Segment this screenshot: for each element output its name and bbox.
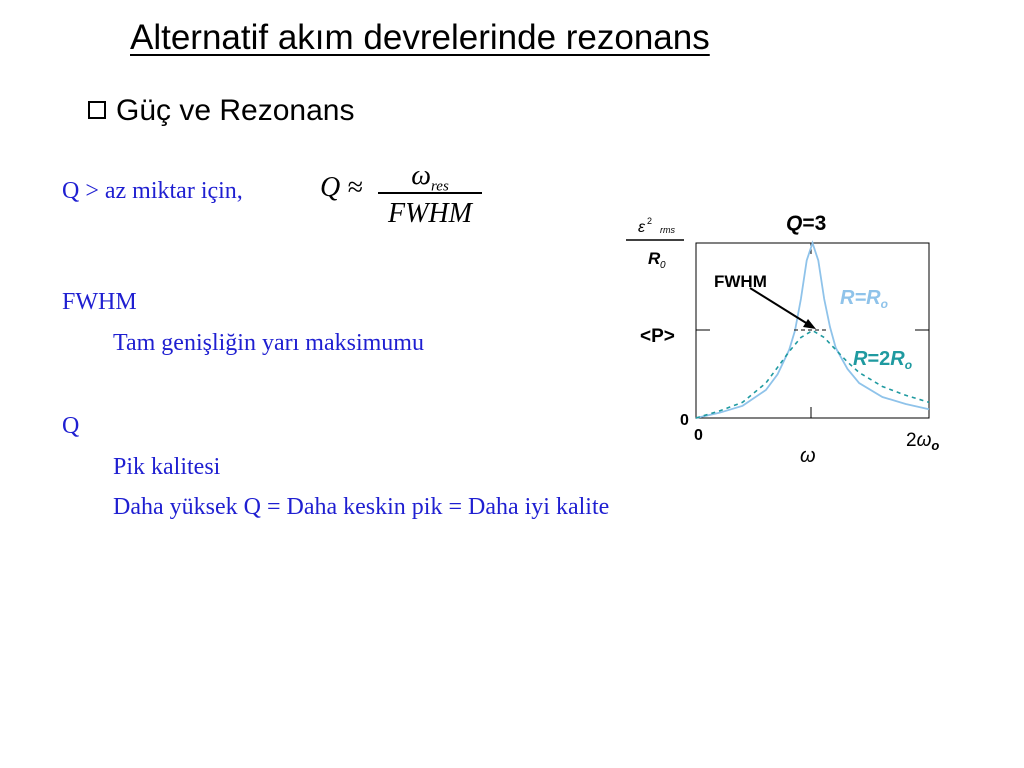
- fwhm-arrow-head: [803, 319, 816, 329]
- ylabel-epsilon: ε: [638, 219, 646, 236]
- ylabel-rms: rms: [660, 225, 675, 235]
- curve-r-equals-2ro: [696, 331, 929, 419]
- plot-frame: [696, 243, 929, 418]
- x-zero-label: 0: [694, 427, 703, 444]
- q-heading: Q: [62, 413, 80, 439]
- resonance-plot: [600, 200, 960, 470]
- ylabel-r0-sub: 0: [660, 260, 666, 271]
- equation-numerator: [378, 160, 482, 195]
- x-end-label: $2\omega_o$: [906, 430, 940, 453]
- equation-denominator: FWHM: [388, 198, 472, 229]
- checkbox-bullet-icon: [88, 101, 106, 119]
- fwhm-heading: FWHM: [62, 289, 137, 315]
- omega-subscript: res: [431, 178, 449, 195]
- q-description: Pik kalitesi: [113, 454, 221, 480]
- equation-lhs: Q ≈: [320, 172, 363, 203]
- p-avg-label: <P>: [640, 326, 675, 347]
- y-zero-label: 0: [680, 412, 689, 429]
- omega-symbol: ω: [411, 160, 431, 191]
- fraction-bar: [378, 192, 482, 194]
- ylabel-r0: R: [648, 249, 661, 268]
- legend-r-ro: $R=R_o$: [840, 287, 888, 311]
- fwhm-description: Tam genişliğin yarı maksimumu: [113, 330, 424, 356]
- q-condition-text: Q > az miktar için,: [62, 178, 243, 204]
- slide-title: Alternatif akım devrelerinde rezonans: [130, 18, 710, 57]
- q-description-2: Daha yüksek Q = Daha keskin pik = Daha iyi kalite: [113, 494, 610, 520]
- curve-r-equals-ro: [696, 243, 929, 418]
- q-equals-3-label: Q=3: [786, 212, 827, 235]
- slide-subtitle: [88, 94, 354, 128]
- fwhm-label: FWHM: [714, 272, 767, 291]
- x-axis-label: ω: [800, 445, 816, 467]
- legend-r-2ro: $R=2R_o$: [853, 348, 913, 372]
- ylabel-squared: 2: [647, 216, 653, 226]
- subtitle-text: Güç ve Rezonans: [116, 94, 355, 127]
- equation-fraction: [378, 160, 482, 230]
